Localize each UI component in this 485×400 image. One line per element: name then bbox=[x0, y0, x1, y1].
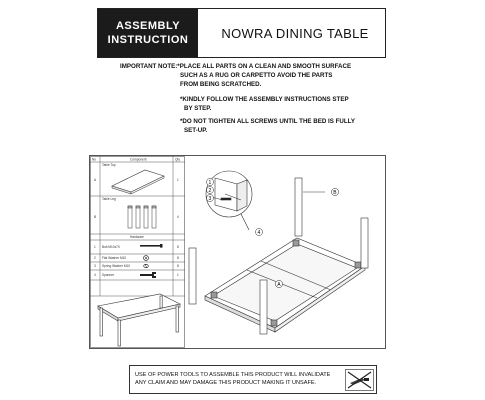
header bbox=[97, 8, 386, 58]
component-b-qty: 4 bbox=[177, 215, 179, 219]
assembly-label: ASSEMBLY bbox=[115, 20, 181, 32]
svg-text:4: 4 bbox=[257, 229, 261, 236]
important-note-label: IMPORTANT NOTE:* bbox=[120, 63, 180, 70]
spanner-illustration bbox=[140, 272, 156, 278]
table-leg-illustration bbox=[128, 206, 156, 228]
callout-1 bbox=[207, 179, 214, 186]
hw-4-no: 4 bbox=[94, 273, 96, 277]
power-tool-warning bbox=[129, 365, 377, 394]
hw-1-no: 1 bbox=[94, 245, 96, 249]
svg-text:A: A bbox=[277, 281, 281, 288]
instruction-label: INSTRUCTION bbox=[107, 34, 189, 46]
flat-washer-illustration bbox=[144, 256, 149, 261]
note-line-1: PLACE ALL PARTS ON A CLEAN AND SMOOTH SURFACE bbox=[179, 63, 352, 70]
warning-line-2: ANY CLAIM AND MAY DAMAGE THIS PRODUCT MAKING IT UNSAFE. bbox=[135, 379, 317, 386]
note-line-7: SET-UP. bbox=[184, 127, 208, 134]
svg-text:2: 2 bbox=[208, 187, 212, 194]
spring-washer-illustration bbox=[144, 264, 149, 268]
warning-line-1: USE OF POWER TOOLS TO ASSEMBLE THIS PRODUCT WILL INVALIDATE bbox=[135, 372, 331, 378]
exploded-view bbox=[185, 156, 385, 348]
svg-text:1: 1 bbox=[208, 179, 212, 186]
table-frame bbox=[205, 238, 365, 332]
hw-3-name: Spring Washer M10 bbox=[102, 264, 131, 268]
warning-text bbox=[135, 372, 330, 387]
hw-2-qty: 8 bbox=[177, 256, 179, 260]
hw-4-qty: 1 bbox=[177, 273, 179, 277]
component-b-name: Table Leg bbox=[102, 197, 116, 201]
header-component: Component bbox=[130, 157, 147, 162]
hw-3-qty: 8 bbox=[177, 264, 179, 268]
table-top-illustration bbox=[112, 170, 164, 194]
component-a-name: Table Top bbox=[102, 163, 116, 167]
bolt-illustration bbox=[140, 244, 163, 248]
hardware-header: Hardware bbox=[130, 235, 144, 239]
callout-b bbox=[303, 188, 339, 195]
note-line-5: BY STEP. bbox=[184, 105, 212, 112]
callout-3 bbox=[207, 195, 214, 202]
callout-a bbox=[275, 280, 282, 287]
assembled-table-illustration bbox=[98, 294, 180, 346]
callout-4 bbox=[256, 229, 263, 236]
component-b-no: B bbox=[94, 215, 97, 219]
assembly-diagram bbox=[89, 155, 386, 349]
svg-text:B: B bbox=[333, 189, 337, 196]
hw-4-name: Spanner bbox=[102, 273, 115, 277]
document-title: NOWRA DINING TABLE bbox=[221, 25, 369, 41]
note-line-3: FROM BEING SCRATCHED. bbox=[180, 81, 262, 88]
no-power-tools-icon bbox=[345, 369, 374, 391]
header-qty: Qty bbox=[175, 157, 180, 162]
note-line-6: *DO NOT TIGHTEN ALL SCREWS UNTIL THE BED IS FULLY bbox=[180, 118, 355, 125]
callout-2 bbox=[207, 187, 214, 194]
assembly-instruction-badge bbox=[98, 9, 198, 57]
hw-1-qty: 8 bbox=[177, 245, 179, 249]
note-line-2: SUCH AS A RUG OR CARPETTO AVOID THE PARTS bbox=[180, 72, 333, 79]
note-line-4: *KINDLY FOLLOW THE ASSEMBLY INSTRUCTIONS STEP bbox=[180, 96, 349, 103]
svg-text:3: 3 bbox=[208, 195, 212, 202]
component-a-qty: 1 bbox=[177, 178, 179, 182]
parts-table bbox=[90, 156, 185, 348]
component-a-no: A bbox=[94, 178, 97, 182]
hw-3-no: 3 bbox=[94, 264, 96, 268]
hw-2-no: 2 bbox=[94, 256, 96, 260]
hw-1-name: Bolt M10x70 bbox=[102, 245, 120, 249]
hw-2-name: Flat Washer M10 bbox=[102, 256, 127, 260]
header-no: No bbox=[92, 157, 97, 162]
